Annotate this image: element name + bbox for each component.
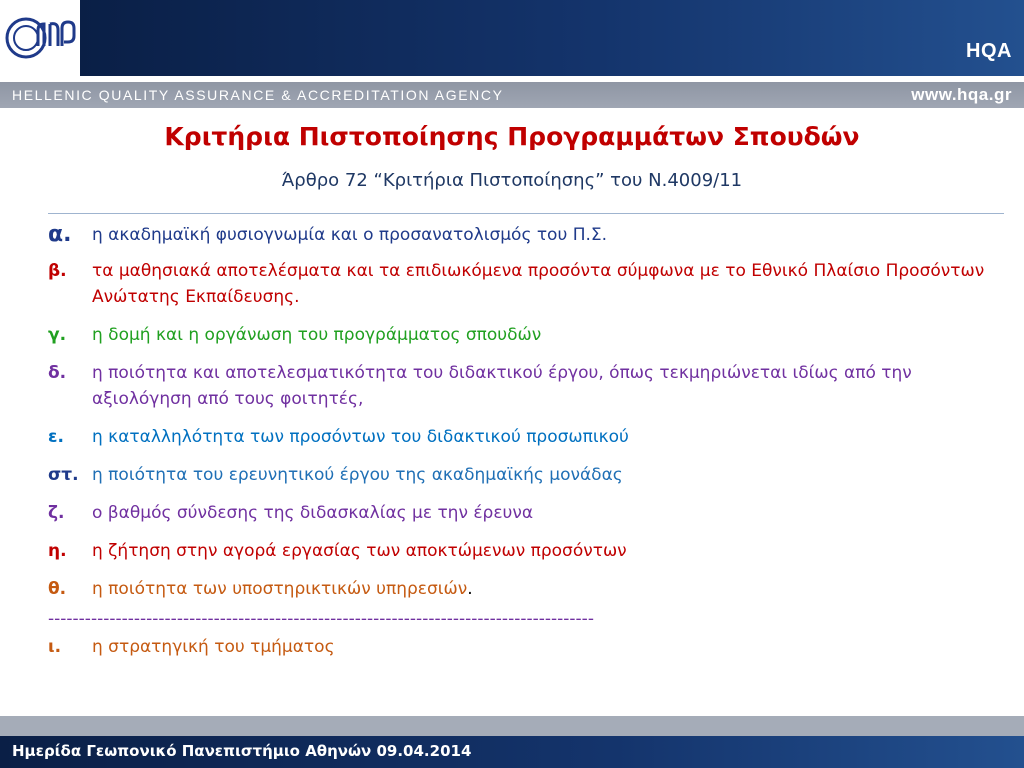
criterion-text: ο βαθμός σύνδεσης της διδασκαλίας με την έρευνα xyxy=(92,503,534,523)
criterion-th xyxy=(48,576,988,602)
footer-band xyxy=(0,736,1024,768)
criterion-c xyxy=(48,322,988,348)
website-label: www.hqa.gr xyxy=(911,85,1012,104)
criterion-text: η στρατηγική του τμήματος xyxy=(92,637,335,657)
criterion-text: η ακαδημαϊκή φυσιογνωμία και ο προσανατολισμός του Π.Σ. xyxy=(92,225,608,245)
footer-stripe xyxy=(0,716,1024,736)
criterion-st xyxy=(48,462,988,488)
criterion-suffix: . xyxy=(467,579,473,599)
criterion-text: η δομή και η οργάνωση του προγράμματος σπουδών xyxy=(92,325,542,345)
criterion-letter: α. xyxy=(48,222,72,247)
criterion-letter: η. xyxy=(48,541,67,561)
agency-name: HELLENIC QUALITY ASSURANCE & ACCREDITATION AGENCY xyxy=(12,87,504,103)
criterion-text: η ποιότητα των υποστηρικτικών υπηρεσιών xyxy=(92,579,468,599)
criterion-letter: θ. xyxy=(48,579,67,599)
criterion-letter: ε. xyxy=(48,427,64,447)
criterion-letter: στ. xyxy=(48,465,79,485)
criterion-letter: β. xyxy=(48,261,67,281)
footer-text: Ημερίδα Γεωπονικό Πανεπιστήμιο Αθηνών 09.04.2014 xyxy=(12,742,472,760)
criterion-h xyxy=(48,538,988,564)
criterion-text: η καταλληλότητα των προσόντων του διδακτικού προσωπικού xyxy=(92,427,629,447)
dashed-separator: ----------------------------------------------------------------------------------------- xyxy=(48,609,594,629)
slide-subtitle: Άρθρο 72 “Κριτήρια Πιστοποίησης” του Ν.4009/11 xyxy=(281,170,743,191)
criterion-a xyxy=(48,222,988,248)
criterion-text: η ποιότητα και αποτελεσματικότητα του διδακτικού έργου, όπως τεκμηριώνεται ιδίως από την αξιολόγηση από τους φοιτητές, xyxy=(92,363,912,409)
criterion-text: η ποιότητα του ερευνητικού έργου της ακαδημαϊκής μονάδας xyxy=(92,465,623,485)
criterion-letter: γ. xyxy=(48,325,67,345)
criterion-z xyxy=(48,500,988,526)
criterion-e xyxy=(48,424,988,450)
title-divider xyxy=(48,213,1004,214)
criterion-letter: δ. xyxy=(48,363,67,383)
criterion-letter: ι. xyxy=(48,637,62,657)
criterion-d xyxy=(48,360,988,412)
slide-title: Κριτήρια Πιστοποίησης Προγραμμάτων Σπουδών xyxy=(164,122,860,151)
criterion-text: η ζήτηση στην αγορά εργασίας των αποκτώμενων προσόντων xyxy=(92,541,627,561)
hqa-logo-icon xyxy=(4,12,76,64)
criterion-i xyxy=(48,634,988,660)
criterion-letter: ζ. xyxy=(48,503,65,523)
criteria-list xyxy=(48,220,988,660)
header-band xyxy=(80,0,1024,76)
agency-band xyxy=(0,82,1024,108)
brand-label: HQA xyxy=(966,40,1012,62)
criterion-text: τα μαθησιακά αποτελέσματα και τα επιδιωκόμενα προσόντα σύμφωνα με το Εθνικό Πλαίσιο Προσόντων Ανώτατης Εκπαίδευσης. xyxy=(92,261,985,307)
hqa-logo xyxy=(0,0,80,76)
criterion-b xyxy=(48,258,988,310)
criterion-text-wrap xyxy=(92,576,988,602)
